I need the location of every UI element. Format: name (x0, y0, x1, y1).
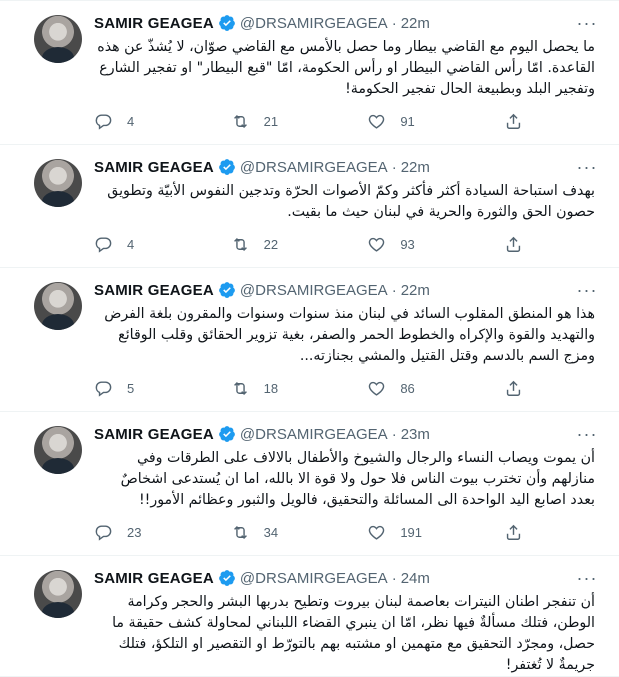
share-button[interactable] (504, 235, 524, 254)
verified-badge-icon (218, 281, 236, 299)
like-button[interactable] (367, 235, 467, 254)
reply-icon (94, 112, 113, 131)
heart-icon (367, 379, 386, 398)
share-icon (504, 235, 523, 254)
reply-icon (94, 379, 113, 398)
reply-count: 23 (127, 524, 142, 540)
retweet-button[interactable] (231, 112, 331, 131)
reply-icon (94, 235, 113, 254)
share-icon (504, 523, 523, 542)
heart-icon (367, 235, 386, 254)
tweet-text: هذا هو المنطق المقلوب السائد في لبنان منذ سنوات وسنوات والمقرون بلغة الفرض والتهديد والقوة والإكراه والخطوط الحمر والصفر، بغية تزوير الحقائق وقلب الوقائع ومزج السم بالدسم وقتل القتيل والمشي بجنازته... (104, 306, 595, 364)
more-options-icon[interactable]: ··· (576, 423, 598, 444)
author-name[interactable]: SAMIR GEAGEA (94, 158, 214, 176)
reply-icon (94, 523, 113, 542)
tweet[interactable] (0, 556, 619, 677)
author-handle[interactable]: @DRSAMIRGEAGEA (239, 425, 388, 443)
share-icon (504, 112, 523, 131)
retweet-icon (231, 112, 250, 131)
share-icon (504, 379, 523, 398)
separator-dot: · (391, 425, 397, 443)
like-count: 191 (400, 524, 423, 540)
more-options-icon[interactable]: ··· (576, 12, 598, 33)
retweet-count: 34 (263, 524, 279, 540)
retweet-icon (231, 379, 250, 398)
tweet-text: ما يحصل اليوم مع القاضي بيطار وما حصل بالأمس مع القاضي صوّان، لا يُشذّ عن هذه القاعدة. امّا رأس القاضي البيطار او رأس الحكومة، امّا "قبع البيطار" او تفجير الشارع وتفجير البلد وبطبيعة الحال تفجير الحكومة! (97, 39, 595, 97)
tweet[interactable] (0, 0, 619, 145)
reply-count: 4 (127, 236, 135, 252)
tweet[interactable] (0, 412, 619, 556)
author-handle[interactable]: @DRSAMIRGEAGEA (239, 281, 388, 299)
author-handle[interactable]: @DRSAMIRGEAGEA (239, 14, 388, 32)
tweet-actions (94, 377, 524, 399)
author-name[interactable]: SAMIR GEAGEA (94, 281, 214, 299)
tweet-text: أن تنفجر اطنان النيترات بعاصمة لبنان بيروت وتطيح بدربها البشر والحجر وكرامة الوطن، فتلك مسألةٌ فيها نظر، امّا ان ينبري القضاء اللبناني لمحاولة كشف حقيقة ما حصل، ومجرّد التحقيق مع متهمين او مشتبه بهم بالتورّط او التقصير او التلكؤ، فتلك جريمةٌ لا تُغتفر! (112, 594, 595, 673)
author-handle[interactable]: @DRSAMIRGEAGEA (239, 569, 388, 587)
tweet[interactable] (0, 268, 619, 412)
reply-count: 4 (127, 113, 135, 129)
tweet-text: أن يموت ويصاب النساء والرجال والشيوخ والأطفال بالالاف على الطرقات وفي منازلهم وأن تخترب بيوت الناس فلا حول ولا قوة الا بالله، اما ان يُستدعى اشخاصٌ بعدد اصابع اليد الواحدة الى المسائلة والتحقيق، فالويل والثبور وعظائم الأمور!! (120, 450, 595, 508)
separator-dot: · (391, 158, 397, 176)
retweet-icon (231, 523, 250, 542)
avatar[interactable] (34, 15, 82, 63)
reply-count: 5 (127, 380, 135, 396)
tweet[interactable] (0, 145, 619, 268)
verified-badge-icon (218, 569, 236, 587)
retweet-count: 22 (263, 236, 279, 252)
author-name[interactable]: SAMIR GEAGEA (94, 425, 214, 443)
more-options-icon[interactable]: ··· (576, 156, 598, 177)
timestamp[interactable]: 22m (400, 158, 430, 176)
retweet-button[interactable] (231, 235, 331, 254)
retweet-button[interactable] (231, 379, 331, 398)
like-count: 91 (400, 113, 415, 129)
tweet-text: بهدف استباحة السيادة أكثر فأكثر وكمّ الأصوات الحرّة وتدجين النفوس الأبيّة وتطويق حصون الحق والثورة والحرية في لبنان حيث ما بقيت. (107, 183, 595, 220)
retweet-count: 18 (263, 380, 279, 396)
like-count: 86 (400, 380, 415, 396)
share-button[interactable] (504, 523, 524, 542)
separator-dot: · (391, 281, 397, 299)
verified-badge-icon (218, 14, 236, 32)
avatar[interactable] (34, 426, 82, 474)
avatar[interactable] (34, 570, 82, 618)
avatar[interactable] (34, 159, 82, 207)
author-name[interactable]: SAMIR GEAGEA (94, 569, 214, 587)
timestamp[interactable]: 23m (400, 425, 430, 443)
tweet-actions (94, 233, 524, 255)
separator-dot: · (391, 569, 397, 587)
avatar[interactable] (34, 282, 82, 330)
reply-button[interactable] (94, 523, 194, 542)
separator-dot: · (391, 14, 397, 32)
like-count: 93 (400, 236, 415, 252)
retweet-count: 21 (263, 113, 279, 129)
reply-button[interactable] (94, 112, 194, 131)
author-handle[interactable]: @DRSAMIRGEAGEA (239, 158, 388, 176)
verified-badge-icon (218, 158, 236, 176)
like-button[interactable] (367, 379, 467, 398)
reply-button[interactable] (94, 379, 194, 398)
reply-button[interactable] (94, 235, 194, 254)
share-button[interactable] (504, 379, 524, 398)
timestamp[interactable]: 22m (400, 281, 430, 299)
tweet-actions (94, 521, 524, 543)
timestamp[interactable]: 22m (400, 14, 430, 32)
timestamp[interactable]: 24m (400, 569, 430, 587)
tweet-actions (94, 110, 524, 132)
like-button[interactable] (367, 112, 467, 131)
like-button[interactable] (367, 523, 467, 542)
more-options-icon[interactable]: ··· (576, 279, 598, 300)
heart-icon (367, 112, 386, 131)
share-button[interactable] (504, 112, 524, 131)
retweet-button[interactable] (231, 523, 331, 542)
retweet-icon (231, 235, 250, 254)
heart-icon (367, 523, 386, 542)
more-options-icon[interactable]: ··· (576, 567, 598, 588)
author-name[interactable]: SAMIR GEAGEA (94, 14, 214, 32)
verified-badge-icon (218, 425, 236, 443)
